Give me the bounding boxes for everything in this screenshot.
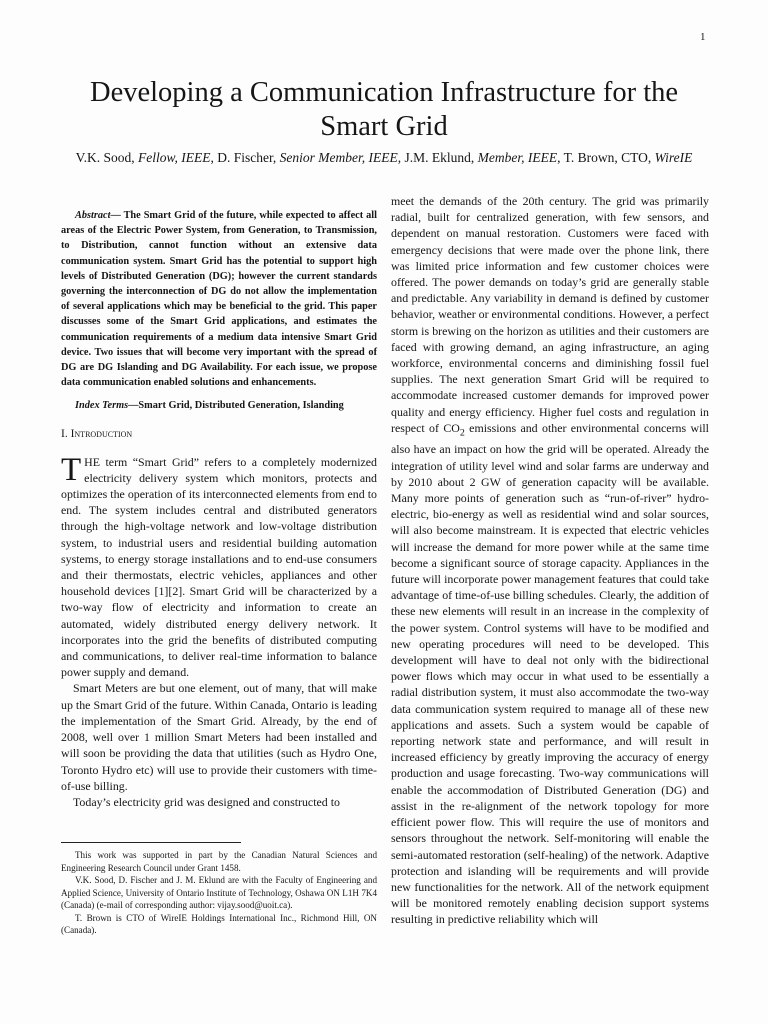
footnote: This work was supported in part by the Canadian Natural Sciences and Engineering Research Council under Grant 1458. — [61, 850, 377, 873]
drop-cap: T — [61, 451, 82, 488]
section-heading: I. Introduction — [61, 427, 133, 440]
body-text: meet the demands of the 20th century. The grid was primarily radial, built for centralized generation, with few sensors, and dependent on manual restoration. Customers were faced with emergency decisions that were made over the phone link, there was limited price information and few customer choices were offered. The power demands on today’s grid are generally stable and predictable. Any variability in demand is defined by customer behavior, weather or environmental conditions. However, a perfect storm is brewing on the horizon as utilities and their customers are faced with growing demand, an aging infrastructure, an aging workforce, environmental concerns and diminishing fossil fuel supplies. The next generation Smart Grid will be required to accommodate increased customer demands for improved power quality and energy efficiency. Higher fuel costs and regulation in respect of CO — [391, 194, 709, 435]
author-list — [70, 149, 698, 167]
abstract — [61, 208, 377, 390]
index-terms — [61, 398, 377, 413]
body-text: emissions and other environmental concerns will also have an impact on how the grid will be operated. Already the integration of utility level wind and solar farms are underway and by 2010 about 2 GW of generation capacity will be available. Many more points of generation such as “run-of-river” hydro-electric, bio-energy as well as residential wind and solar sources, will also become mainstream. It is expected that electric vehicles will increase the demand for more power while at the same time become a significant source of storage capacity. Appliances in the future will incorporate power management features that could take advantage of time-of-use billing schedules. Clearly, the addition of these new elements will result in an increase in the complexity of the power system. Control systems will have to be modified and new operating procedures will need to be developed. This development will have to deal not only with the bidirectional power flows which may occur in what used to be essentially a radial distribution system, it must also accommodate the two-way data communication system required to manage all of these new applications and assets. Such a system would be capable of reporting network state and performance, and will result in increased efficiency by greatly improving the accuracy of energy production and usage forecasting. Two-way communications will enable the accommodation of Distributed Generation (DG) and assist in the re-alignment of the network topology for more efficient power flow. This will require the use of monitors and sensors throughout the network. Self-monitoring will enable the semi-automated restoration (self-healing) of the network. Adaptive protection and islanding will be requirements and will provide new functionalities for the network. All of the network equipment will be monitored remotely enabling decision support systems resulting in predictive reliability which will — [391, 420, 709, 927]
intro-paragraph: Today’s electricity grid was designed and constructed to — [73, 794, 340, 809]
intro-paragraph: Smart Meters are but one element, out of many, that will make up the Smart Grid of the future. Within Canada, Ontario is leading the implementation of the Smart Grid. Already, by the end of 2008, well over 1 million Smart Meters had been installed and will soon be providing the data that utilities (such as Hydro One, Toronto Hydro etc) will use to provide their customers with time-of-use billing. — [61, 681, 377, 793]
author-name: , T. Brown, CTO, — [557, 150, 655, 165]
footnote: V.K. Sood, D. Fischer and J. M. Eklund are with the Faculty of Engineering and Applied Science, University of Ontario Institute of Technology, Oshawa ON L1H 7K4 (Canada) (e-mail of corresponding author: vijay.sood@uoit.ca). — [61, 875, 377, 911]
left-column — [61, 193, 377, 937]
author-name: V.K. Sood, — [75, 150, 138, 165]
footnote-divider — [61, 842, 241, 843]
author-name: , J.M. Eklund, — [397, 150, 478, 165]
author-role: Fellow, IEEE — [137, 150, 211, 165]
intro-paragraph-text: HE term “Smart Grid” refers to a completely modernized electricity delivery system which monitors, protects and optimizes the operation of its interconnected elements from end to end. The system includes central and distributed generators through the high-voltage network and low-voltage distribution system, to industrial users and residential building automation systems, to energy storage installations and to end-use consumers and their thermostats, electric vehicles, appliances and other household devices [1][2]. Smart Grid will be characterized by a two-way flow of electricity and information to create an automated, widely distributed energy delivery network. It incorporates into the grid the benefits of distributed computing and communications, to deliver real-time information to balance power supply and demand. — [61, 454, 377, 680]
footnote: T. Brown is CTO of WireIE Holdings International Inc., Richmond Hill, ON (Canada). — [61, 912, 377, 936]
author-role: Member, IEEE — [477, 150, 558, 165]
author-name: , D. Fischer, — [210, 150, 280, 165]
author-affiliation: WireIE — [654, 150, 693, 165]
subscript: 2 — [459, 427, 465, 439]
index-terms-text: —Smart Grid, Distributed Generation, Islanding — [128, 400, 344, 412]
page-number: 1 — [700, 31, 706, 43]
paper-title: Developing a Communication Infrastructure for the Smart Grid — [89, 77, 679, 142]
abstract-text: — The Smart Grid of the future, while expected to affect all areas of the Electric Power System, from Generation, to Transmission, to Distribution, cannot function without an extensive data communication system. Smart Grid has the potential to support high levels of Distributed Generation (DG); however the current standards governing the interconnection of DG do not allow the implementation of several applications which may be beneficial to the grid. This paper discusses some of the Smart Grid applications, and estimates the communication requirements of a medium data intensive Smart Grid device. Two issues that will become very important with the spread of DG are DG Islanding and DG Availability. For each issue, we propose data communication enabled solutions and enhancements. — [61, 210, 377, 389]
body-paragraph — [391, 193, 709, 928]
author-role: Senior Member, IEEE — [279, 150, 398, 165]
index-terms-label: Index Terms — [75, 400, 129, 412]
right-column — [391, 193, 709, 928]
abstract-label: Abstract — [75, 210, 111, 221]
intro-paragraph — [61, 451, 377, 681]
